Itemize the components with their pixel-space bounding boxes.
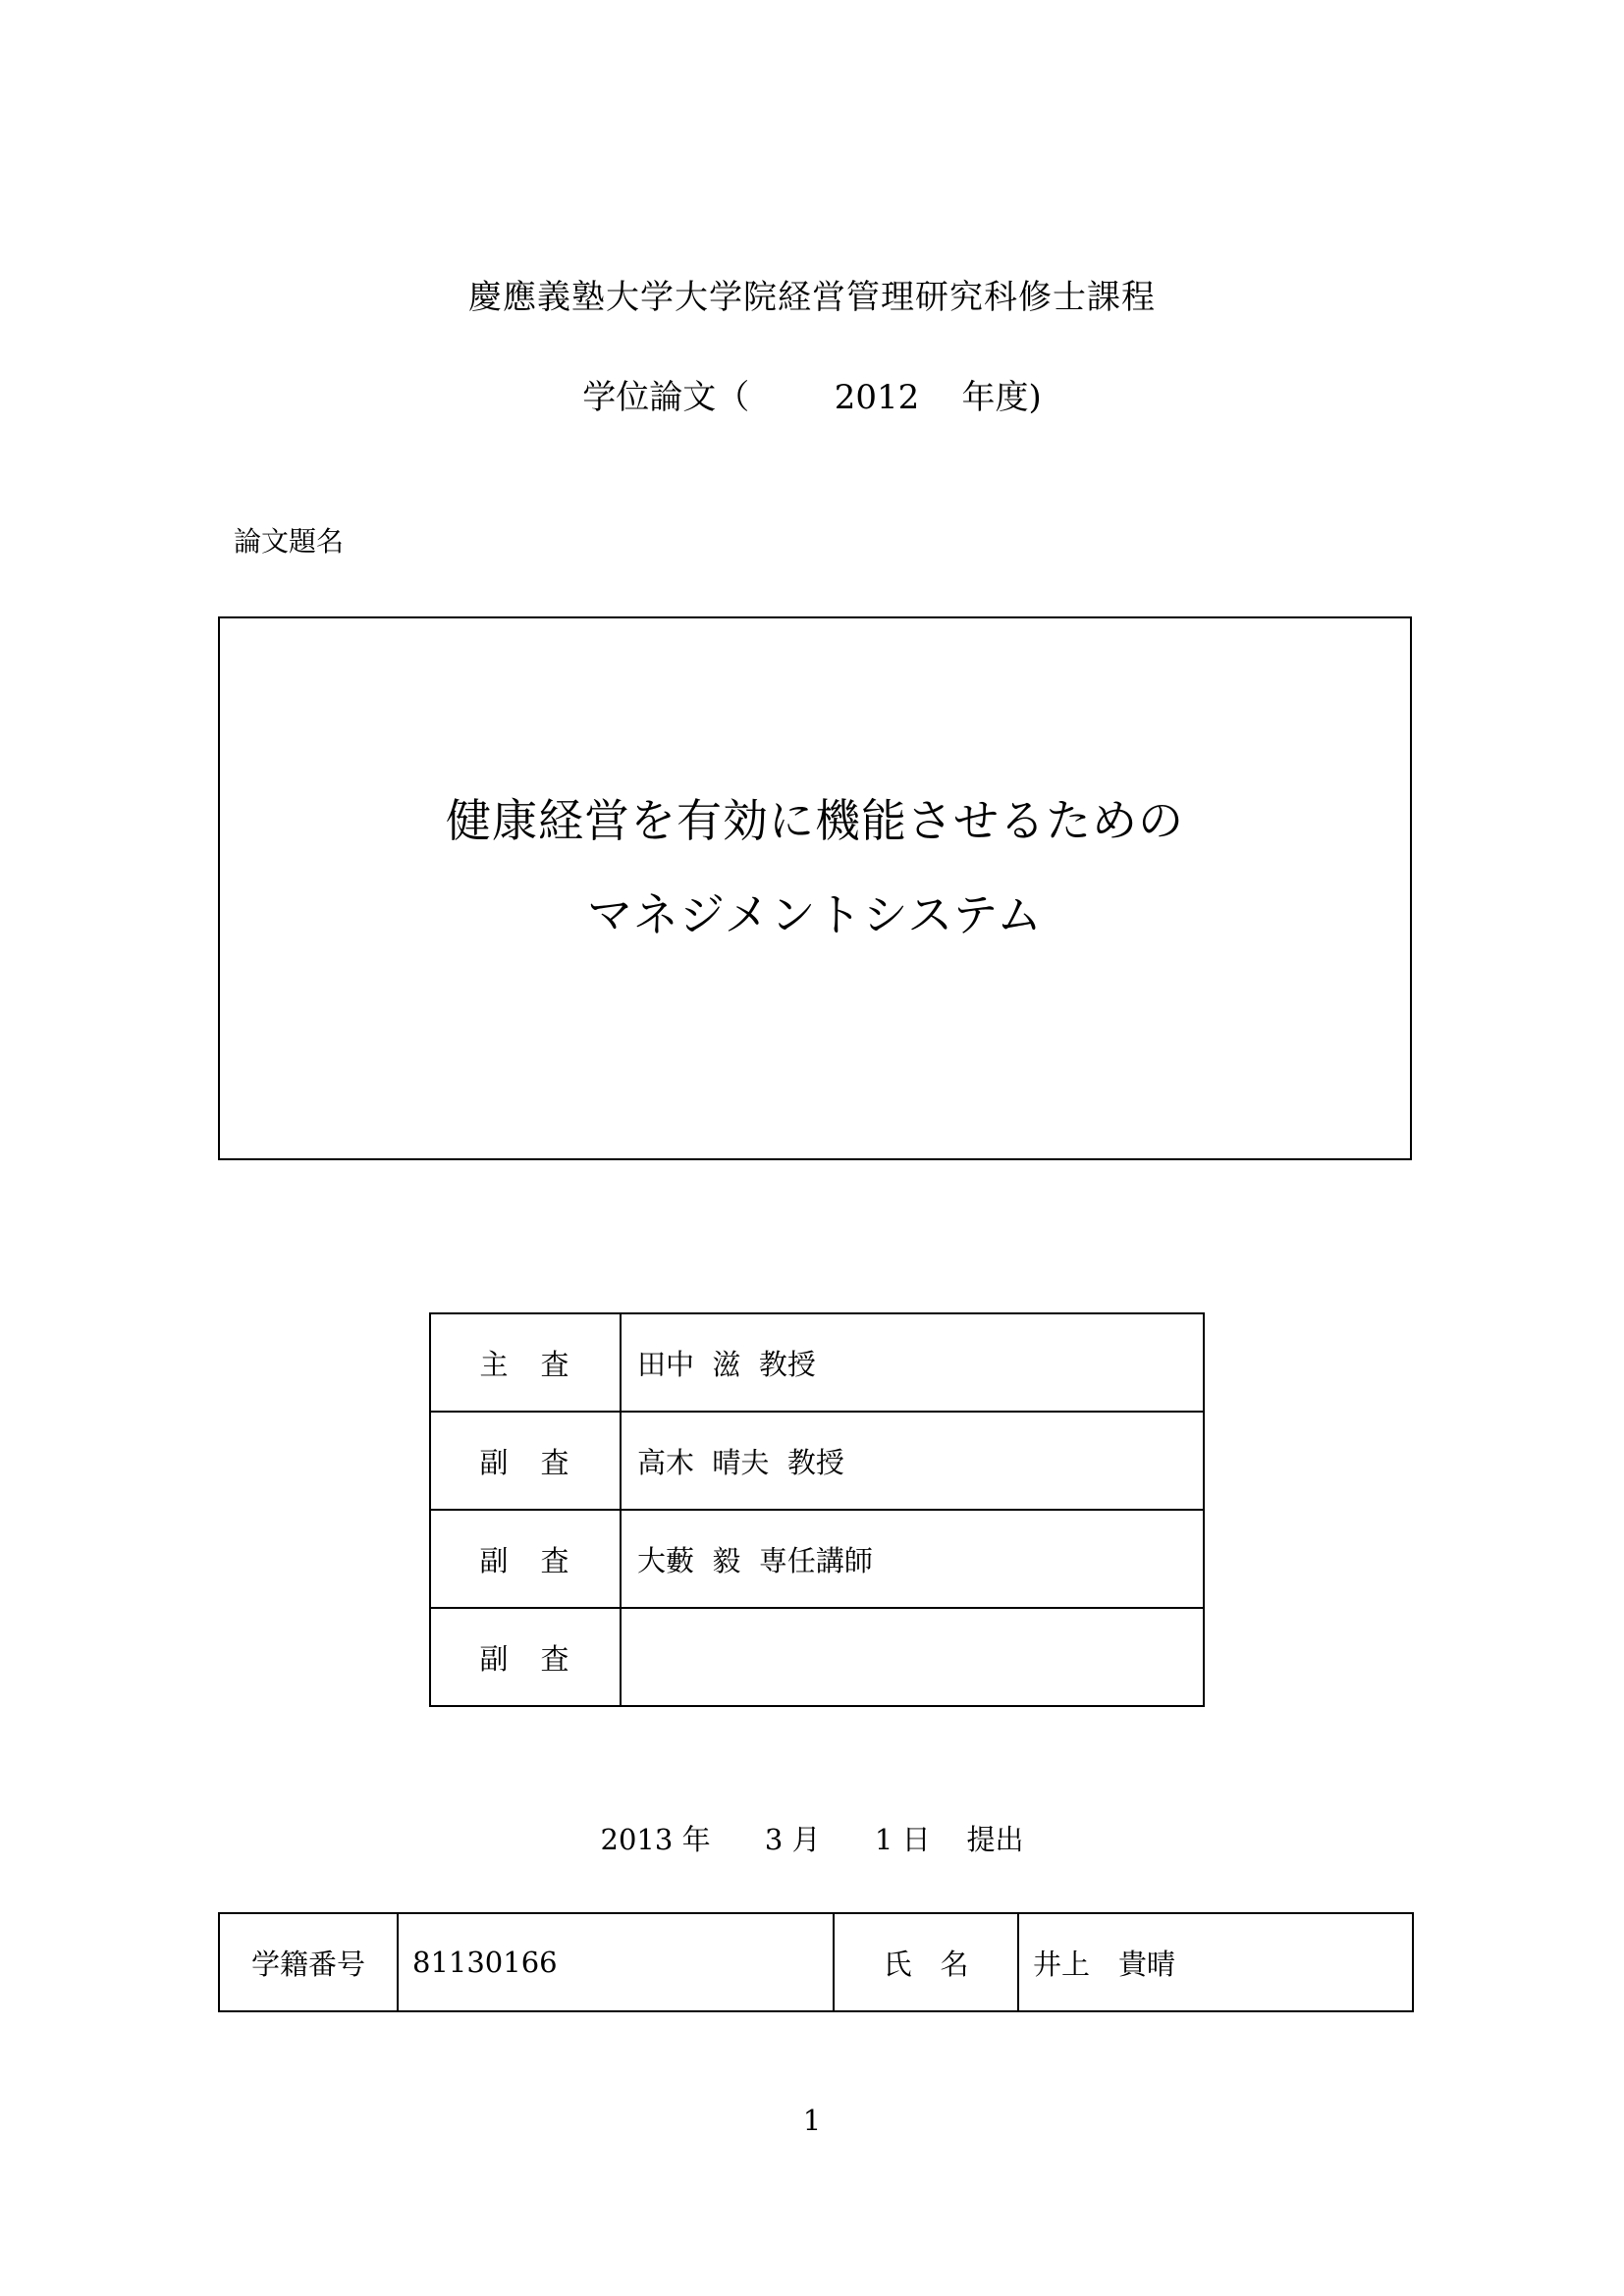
student-id-label: 学籍番号 xyxy=(219,1913,398,2011)
examiner-row xyxy=(430,1608,1204,1706)
submission-year: 2013 xyxy=(600,1823,674,1856)
examiner-role: 主 査 xyxy=(430,1313,621,1412)
examiners-table xyxy=(429,1312,1205,1707)
examiner-role: 副 査 xyxy=(430,1608,621,1706)
examiner-row xyxy=(430,1313,1204,1412)
submission-day-unit: 日 xyxy=(901,1823,931,1856)
examiner-name: 大藪 毅 専任講師 xyxy=(621,1510,1204,1608)
thesis-title-line-2: マネジメントシステム xyxy=(586,888,1044,941)
submission-day: 1 xyxy=(874,1823,893,1856)
submission-month-unit: 月 xyxy=(791,1823,821,1856)
submission-action: 提出 xyxy=(966,1823,1024,1856)
submission-year-unit: 年 xyxy=(681,1823,711,1856)
thesis-title-line-1: 健康経営を有効に機能させるための xyxy=(446,794,1184,847)
examiner-name: 高木 晴夫 教授 xyxy=(621,1412,1204,1510)
student-info-row xyxy=(219,1913,1413,2011)
student-info-table xyxy=(218,1912,1414,2012)
degree-thesis-line xyxy=(0,373,1624,422)
page-number: 1 xyxy=(802,2104,822,2137)
examiner-name: 田中 滋 教授 xyxy=(621,1313,1204,1412)
student-id-value: 81130166 xyxy=(398,1913,834,2011)
submission-month: 3 xyxy=(764,1823,784,1856)
examiner-role: 副 査 xyxy=(430,1510,621,1608)
examiner-role: 副 査 xyxy=(430,1412,621,1510)
university-program-heading: 慶應義塾大学大学院経営管理研究科修士課程 xyxy=(468,278,1156,317)
examiner-row xyxy=(430,1412,1204,1510)
thesis-title-label: 論文題名 xyxy=(234,525,345,558)
degree-year: 2012 xyxy=(834,378,920,417)
submission-date-line xyxy=(0,1820,1624,1859)
degree-suffix: 年度) xyxy=(961,378,1042,417)
examiner-name xyxy=(621,1608,1204,1706)
thesis-title-box xyxy=(218,616,1412,1160)
student-name-value: 井上 貴晴 xyxy=(1018,1913,1413,2011)
examiner-row xyxy=(430,1510,1204,1608)
degree-prefix: 学位論文（ xyxy=(582,378,750,417)
student-name-label: 氏 名 xyxy=(834,1913,1018,2011)
